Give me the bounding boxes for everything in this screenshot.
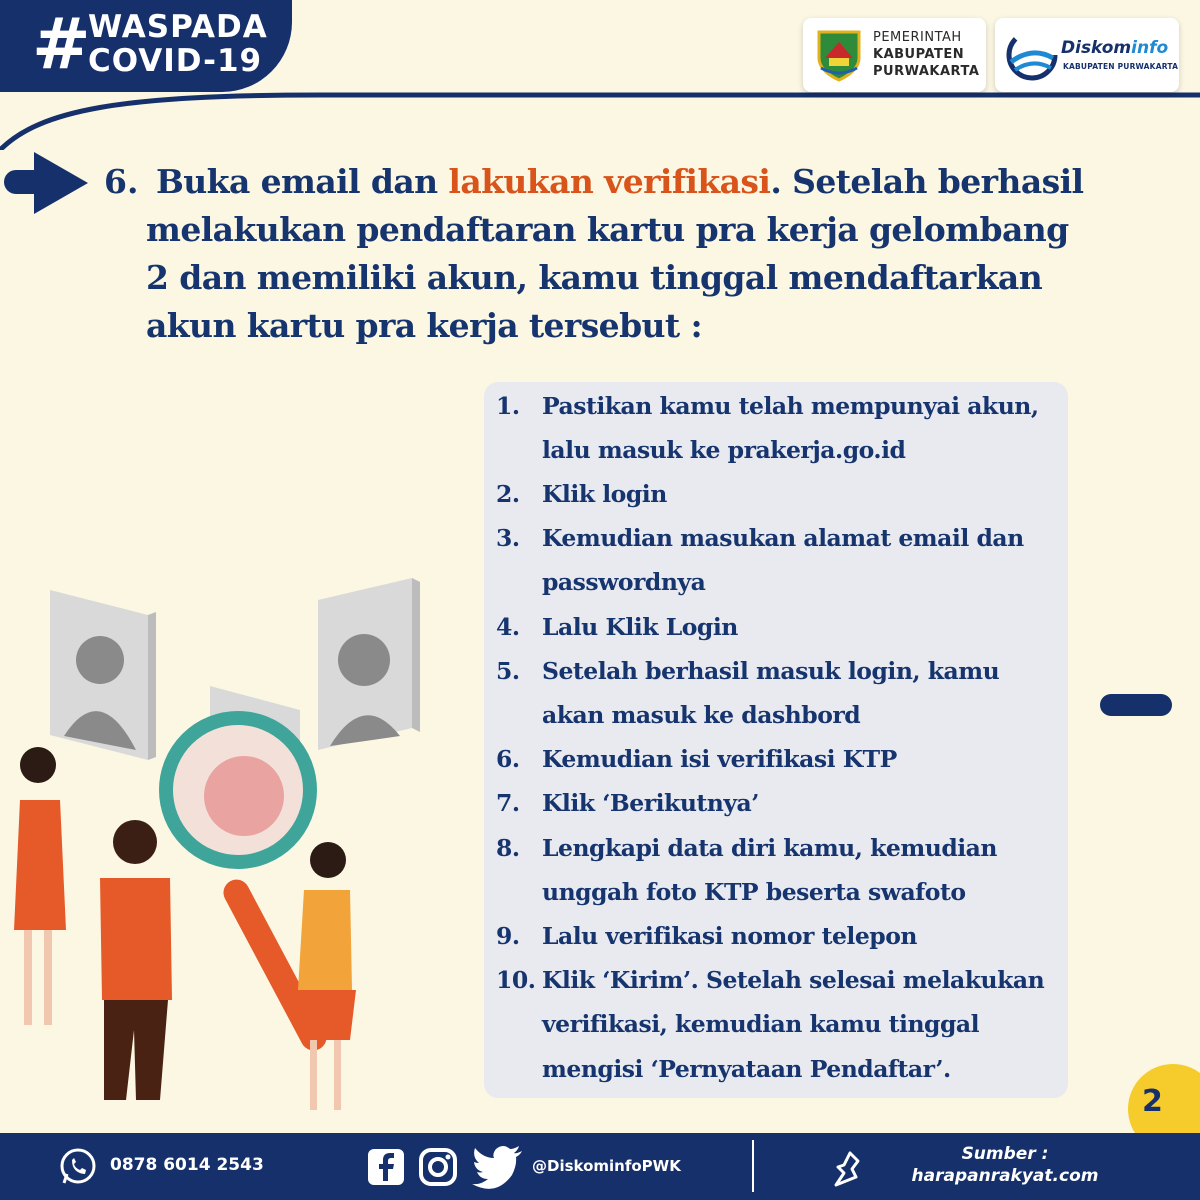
pemda-purwakarta-logo xyxy=(803,18,986,92)
footer-bar xyxy=(0,1133,1200,1200)
step-text: Setelah berhasil masuk login, kamu xyxy=(542,657,1000,685)
source-value[interactable]: harapanrakyat.com xyxy=(911,1166,1099,1186)
job-search-illustration xyxy=(0,560,480,1133)
step-text: Klik ‘Berikutnya’ xyxy=(542,789,759,817)
step-number: 10. xyxy=(496,966,536,994)
headline-number: 6. xyxy=(104,162,139,201)
step-text: Kemudian masukan alamat email dan xyxy=(542,524,1024,552)
step-text: lalu masuk ke prakerja.go.id xyxy=(542,436,906,464)
step-number: 7. xyxy=(496,789,520,817)
step-text: Klik login xyxy=(542,480,667,508)
diskominfo-logo xyxy=(995,18,1179,92)
woman-right-figure xyxy=(296,842,356,1110)
headline-part-2: . Setelah berhasil melakukan pendaftaran kartu pra kerja gelombang 2 dan memiliki akun, kamu tinggal mendaftarkan akun kartu pra kerja tersebut : xyxy=(146,162,1084,345)
whatsapp-icon[interactable] xyxy=(58,1147,98,1187)
diskominfo-subtitle: KABUPATEN PURWAKARTA xyxy=(1063,62,1179,71)
step-number: 4. xyxy=(496,613,520,641)
pin-icon xyxy=(830,1147,864,1187)
diskominfo-name xyxy=(1061,38,1168,58)
instagram-icon[interactable] xyxy=(418,1147,458,1187)
step-text: passwordnya xyxy=(542,568,706,596)
pemda-line-3: PURWAKARTA xyxy=(873,64,980,79)
diskominfo-name-main: Diskom xyxy=(1061,38,1132,58)
footer-divider xyxy=(752,1140,754,1192)
pemda-text xyxy=(873,29,979,80)
diskominfo-emblem-icon xyxy=(1003,28,1061,82)
phone-number[interactable]: 0878 6014 2543 xyxy=(110,1155,264,1175)
step-text: akan masuk ke dashbord xyxy=(542,701,861,729)
headline-highlight: lakukan verifikasi xyxy=(448,162,771,201)
twitter-icon[interactable] xyxy=(472,1145,524,1189)
step-text: mengisi ‘Pernyataan Pendaftar’. xyxy=(542,1055,951,1083)
decorative-pill xyxy=(1100,694,1172,716)
purwakarta-emblem-icon xyxy=(815,28,863,82)
badge-line-covid: COVID-19 xyxy=(88,43,263,79)
page-number: 2 xyxy=(1142,1084,1163,1119)
step-text: Pastikan kamu telah mempunyai akun, xyxy=(542,392,1039,420)
step-text: unggah foto KTP beserta swafoto xyxy=(542,878,966,906)
hashtag-symbol: # xyxy=(32,3,91,85)
headline-text xyxy=(146,158,1086,350)
step-text: Lalu verifikasi nomor telepon xyxy=(542,922,917,950)
step-number: 2. xyxy=(496,480,520,508)
waspada-covid-badge xyxy=(0,0,292,92)
step-number: 3. xyxy=(496,524,520,552)
step-number: 1. xyxy=(496,392,520,420)
step-text: Lengkapi data diri kamu, kemudian xyxy=(542,834,997,862)
man-figure xyxy=(100,820,172,1100)
portrait-frame-woman xyxy=(318,578,420,750)
arrow-right-icon xyxy=(0,150,90,216)
diskominfo-name-accent: info xyxy=(1131,38,1169,58)
step-text: verifikasi, kemudian kamu tinggal xyxy=(542,1010,980,1038)
pemda-line-2: KABUPATEN xyxy=(873,47,965,62)
step-number: 9. xyxy=(496,922,520,950)
pemda-line-1: PEMERINTAH xyxy=(873,30,962,45)
step-text: Klik ‘Kirim’. Setelah selesai melakukan xyxy=(542,966,1045,994)
badge-line-waspada: WASPADA xyxy=(88,9,268,45)
source-credit xyxy=(895,1143,1115,1187)
step-number: 6. xyxy=(496,745,520,773)
step-text: Lalu Klik Login xyxy=(542,613,738,641)
source-label: Sumber : xyxy=(961,1144,1049,1164)
social-handle[interactable]: @DiskominfoPWK xyxy=(532,1157,681,1175)
step-text: Kemudian isi verifikasi KTP xyxy=(542,745,897,773)
step-number: 5. xyxy=(496,657,520,685)
portrait-frame-man xyxy=(50,590,156,760)
woman-left-figure xyxy=(14,747,66,1025)
facebook-icon[interactable] xyxy=(366,1147,406,1187)
step-number: 8. xyxy=(496,834,520,862)
headline-part-1: Buka email dan xyxy=(156,162,449,201)
